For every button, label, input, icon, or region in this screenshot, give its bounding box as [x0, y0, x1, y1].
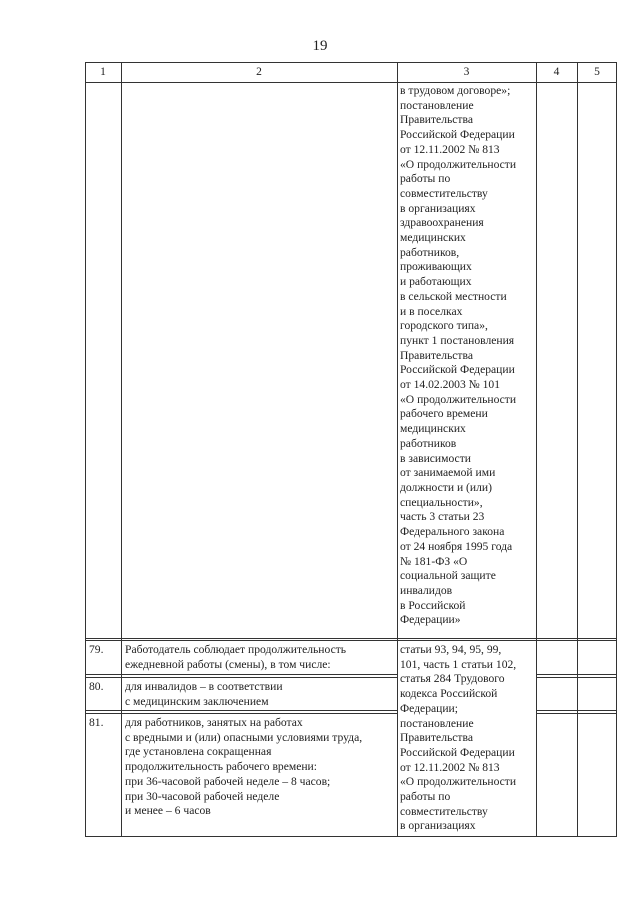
row-divider — [536, 710, 617, 711]
row-number-79: 79. — [89, 643, 104, 656]
page-number: 19 — [312, 38, 328, 54]
column-divider — [536, 62, 537, 837]
legal-basis-continuation: в трудовом договоре»; постановление Правительства Российской Федерации от 12.11.2002 № 813 «О продолжительности работы по совместительству в организациях здравоохранения медицинских работников, проживающих и работающих в сельской местности и в поселках городского типа», пункт 1 постановления Правительства Российской Федерации от 14.02.2003 № 101 «О продолжительности рабочего времени медицинских работников в зависимости от занимаемой ими должности и (или) специальности», часть 3 статьи 23 Федерального закона от 24 ноября 1995 года № 181-ФЗ «О социальной защите инвалидов в Российской Федерации» — [400, 84, 517, 627]
requirement-81: для работников, занятых на работах с вредными и (или) опасными условиями труда, где установлена сокращенная продолжительность рабочего времени: при 36-часовой рабочей неделе – 8 часов; при 30-часовой рабочей неделе и менее – 6 часов — [125, 716, 363, 818]
column-divider — [577, 62, 578, 837]
row-number-80: 80. — [89, 680, 104, 693]
row-number-81: 81. — [89, 716, 104, 729]
row-divider — [85, 710, 397, 711]
header-col-5: 5 — [594, 66, 600, 78]
row-divider — [536, 713, 617, 714]
table-border-right — [616, 62, 617, 837]
table-border-left — [85, 62, 86, 837]
legal-basis-79-81: статьи 93, 94, 95, 99, 101, часть 1 статьи 102, статья 284 Трудового кодекса Российской Федерации; постановление Правительства Российской Федерации от 12.11.2002 № 813 «О продолжительности работы по совместительству в организациях — [400, 643, 517, 833]
row-divider — [85, 674, 397, 675]
row-divider — [536, 674, 617, 675]
header-divider — [85, 82, 617, 83]
row-divider — [85, 677, 397, 678]
column-divider — [121, 62, 122, 837]
row-divider — [536, 677, 617, 678]
table-border-bottom — [85, 836, 617, 837]
header-col-1: 1 — [100, 66, 106, 78]
requirement-80: для инвалидов – в соответствии с медицинским заключением — [125, 680, 283, 708]
column-divider — [397, 62, 398, 837]
row-divider — [85, 713, 397, 714]
header-col-4: 4 — [553, 66, 560, 78]
requirement-79: Работодатель соблюдает продолжительность ежедневной работы (смены), в том числе: — [125, 643, 347, 671]
row-divider — [85, 638, 617, 639]
row-divider — [85, 640, 617, 641]
checklist-table — [85, 62, 617, 837]
header-col-3: 3 — [463, 66, 470, 78]
header-col-2: 2 — [256, 66, 262, 78]
